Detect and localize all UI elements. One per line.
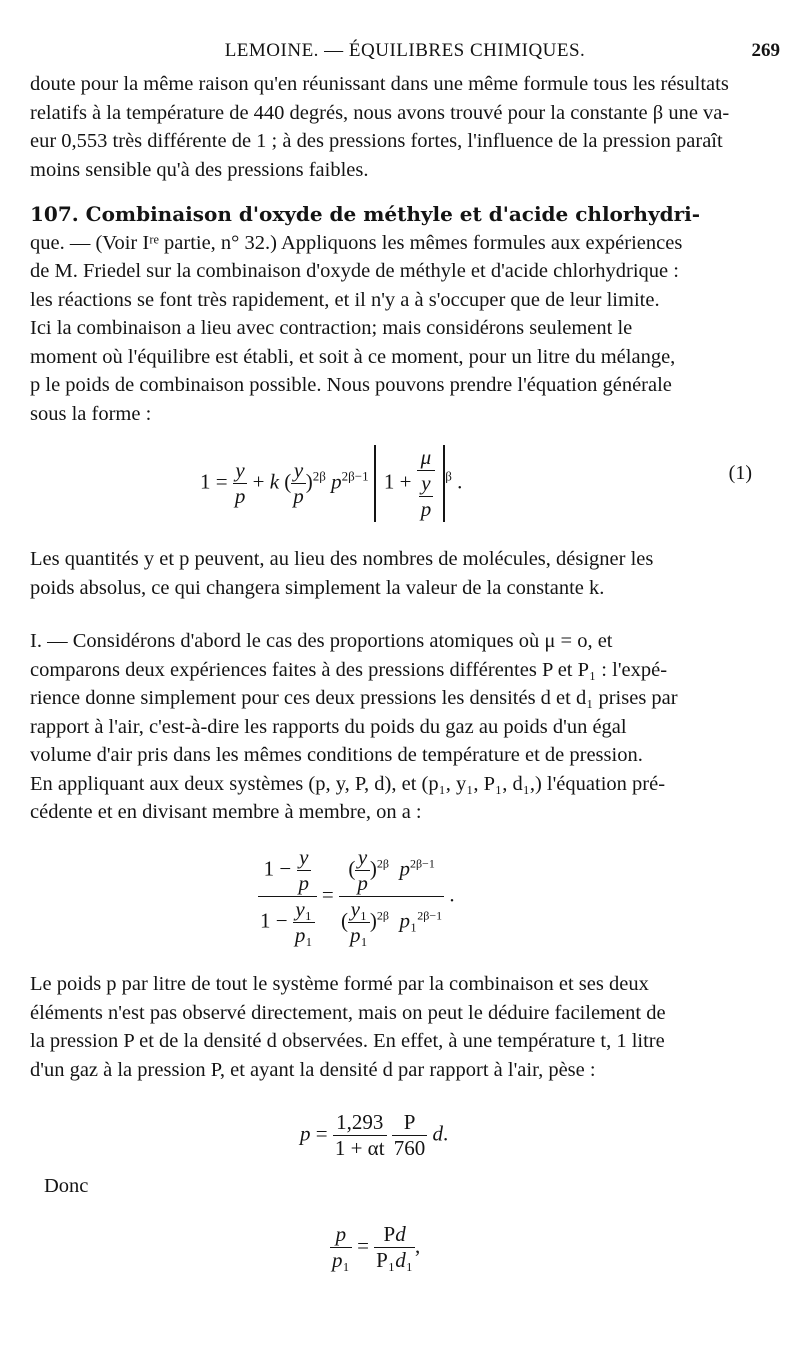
text-line: doute pour la même raison qu'en réunissant dans une même formule tous les résultats: [30, 73, 729, 95]
text-line: comparons deux expériences faites à des pressions différentes P et P₁ : l'expé-: [30, 658, 668, 681]
eq3-pressure: P: [392, 1110, 428, 1136]
text-line: cédente et en divisant membre à membre, on a :: [30, 801, 422, 823]
text-line: poids absolus, ce qui changera simplement la valeur de la constante k.: [30, 576, 605, 599]
running-title: LEMOINE. — ÉQUILIBRES CHIMIQUES.: [224, 40, 586, 61]
section-107: [30, 200, 752, 428]
text-line: Le poids p par litre de tout le système formé par la combinaison et ses deux: [30, 973, 649, 995]
text-line: relatifs à la température de 440 degrés, nous avons trouvé pour la constante β une va-: [30, 101, 730, 124]
equation-1: 1 = $\frac{y}{p}$ + k ( $\frac{y}{p}$ )$^{2\beta}$ $p^{2\beta-1}$ 1 + $\frac{\mu}{\frac{y}{p}}$ $^\beta$ .: [200, 445, 463, 521]
text-line: la pression P et de la densité d observées. En effet, à une température t, 1 litre: [30, 1030, 665, 1052]
equation-3: p = $\frac{1,293}{1 + \alpha t}$ $\frac{P}{760}$ d.: [300, 1110, 449, 1160]
equation-4: $\frac{p}{\text{p₁}}$ = $\frac{Pd}{\text{P₁d₁}}$ ,: [332, 1222, 421, 1272]
text-line: rapport à l'air, c'est-à-dire les rapports du poids du gaz au poids d'un égal: [30, 715, 627, 738]
eq3-numerator: 1,293: [333, 1110, 387, 1136]
text-line: I. — Considérons d'abord le cas des proportions atomiques où μ = o, et: [30, 630, 613, 652]
paragraph-weight: [30, 970, 752, 1084]
text-line: Les quantités y et p peuvent, au lieu des nombres de molécules, désigner les: [30, 548, 654, 570]
text-line: Ici la combinaison a lieu avec contraction; mais considérons seulement le: [30, 317, 633, 339]
text-line: les réactions se font très rapidement, et il n'y a à s'occuper que de leur limite.: [30, 288, 660, 311]
equation-2: 1 − $\frac{y}{p}$ 1 − $\frac{\text{y₁}}{\text{p₁}}$ = ( $\frac{y}{p}$ )$^{2\beta}$ $p^{2\beta-1}$ ( $\frac{\text{y₁}}{\text{p₁}}$ )$^{2\beta}$ p₁$^{2\beta-1}$ .: [260, 845, 455, 947]
text-line: En appliquant aux deux systèmes (p, y, P, d), et (p₁, y₁, P₁, d₁,) l'équation pré-: [30, 772, 666, 795]
text-line: p le poids de combinaison possible. Nous pouvons prendre l'équation générale: [30, 374, 672, 396]
donc-text: Donc: [44, 1175, 89, 1197]
page-number: 269: [751, 40, 780, 61]
eq3-760: 760: [393, 1136, 426, 1160]
text-line: moment où l'équilibre est établi, et soit à ce moment, pour un litre du mélange,: [30, 345, 676, 368]
text-line: éléments n'est pas observé directement, mais on peut le déduire facilement de: [30, 1001, 666, 1024]
text-line: rience donne simplement pour ces deux pressions les densités d et d₁ prises par: [30, 687, 678, 709]
paragraph-case-one: [30, 627, 752, 827]
paragraph-quantities: [30, 545, 752, 602]
paragraph-intro: [30, 70, 752, 184]
text-line: que. — (Voir Iʳᵉ partie, n° 32.) Appliquons les mêmes formules aux expériences: [30, 231, 683, 254]
running-header: [30, 40, 780, 68]
text-line: de M. Friedel sur la combinaison d'oxyde de méthyle et d'acide chlorhydrique :: [30, 260, 679, 282]
text-line: eur 0,553 très différente de 1 ; à des pressions fortes, l'influence de la pression paraît: [30, 130, 723, 152]
text-line: moins sensible qu'à des pressions faibles.: [30, 158, 369, 181]
equation-number: (1): [728, 462, 752, 484]
text-line: sous la forme :: [30, 402, 152, 425]
text-line: volume d'air pris dans les mêmes conditions de température et de pression.: [30, 744, 643, 766]
eq3-denominator: 1 + αt: [334, 1136, 385, 1160]
section-heading: 107. Combinaison d'oxyde de méthyle et d'acide chlorhydri-: [30, 202, 700, 226]
text-line: d'un gaz à la pression P, et ayant la densité d par rapport à l'air, pèse :: [30, 1058, 596, 1081]
